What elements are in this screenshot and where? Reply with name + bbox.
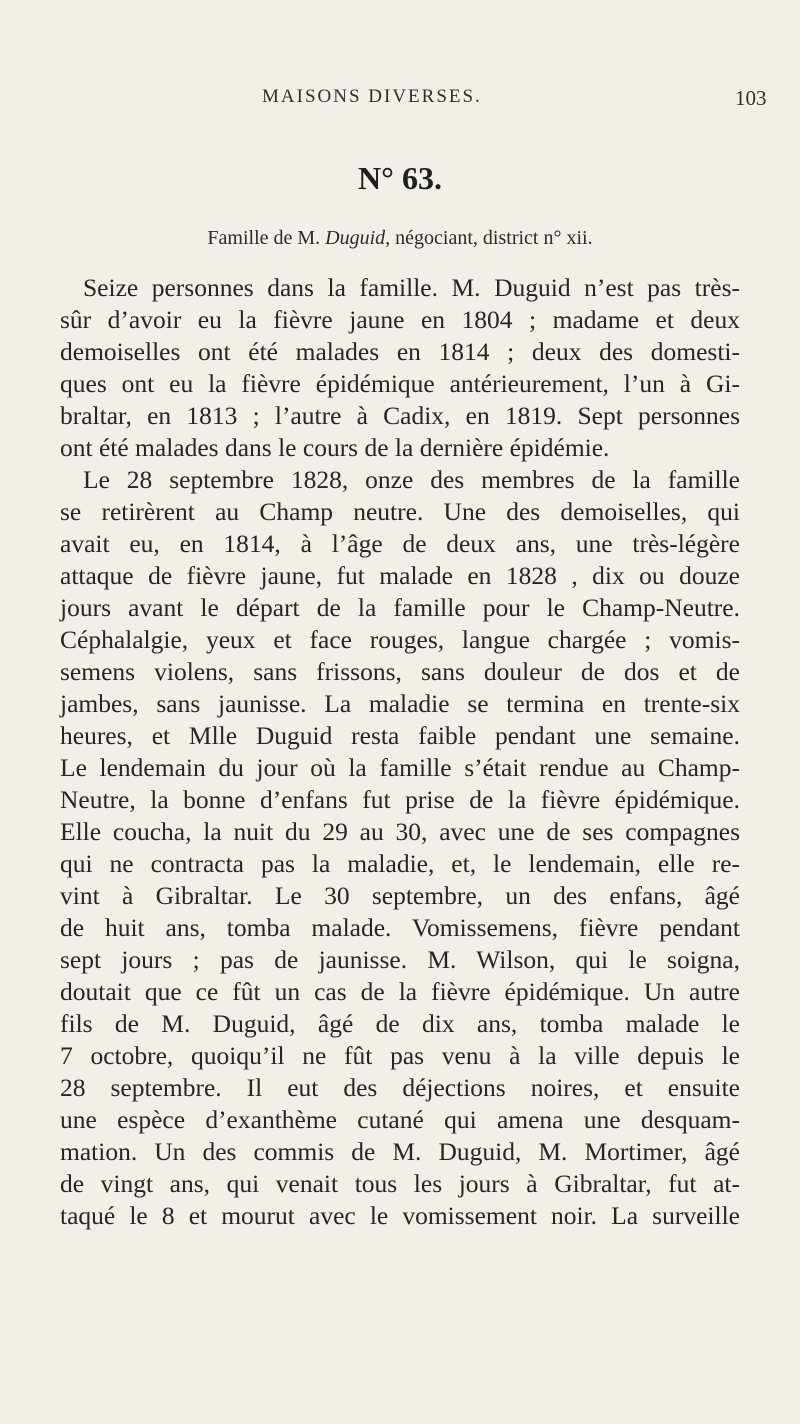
text-line: de huit ans, tomba malade. Vomissemens, fièvre pendant [60, 913, 740, 942]
text-line: ont été malades dans le cours de la dernière épidémie. [60, 433, 610, 462]
text-line: vint à Gibraltar. Le 30 septembre, un des enfans, âgé [60, 881, 740, 910]
text-line: sûr d’avoir eu la fièvre jaune en 1804 ; madame et deux [60, 305, 740, 334]
text-line: attaque de fièvre jaune, fut malade en 1828 , dix ou douze [60, 561, 740, 590]
text-line: ques ont eu la fièvre épidémique antérieurement, l’un à Gi- [60, 369, 740, 398]
text-line: semens violens, sans frissons, sans douleur de dos et de [60, 657, 740, 686]
text-line: mation. Un des commis de M. Duguid, M. Mortimer, âgé [60, 1137, 740, 1166]
text-line: jambes, sans jaunisse. La maladie se termina en trente-six [60, 689, 740, 718]
text-line: taqué le 8 et mourut avec le vomissement noir. La surveille [60, 1201, 740, 1230]
page-number: 103 [735, 86, 767, 110]
text-line: Le lendemain du jour où la famille s’était rendue au Champ- [60, 753, 740, 782]
section-subtitle [0, 227, 800, 250]
text-line: Céphalalgie, yeux et face rouges, langue chargée ; vomis- [60, 625, 740, 654]
text-line: avait eu, en 1814, à l’âge de deux ans, une très-légère [60, 529, 740, 558]
text-line: Seize personnes dans la famille. M. Duguid n’est pas très- [83, 273, 740, 302]
text-line: braltar, en 1813 ; l’autre à Cadix, en 1819. Sept personnes [60, 401, 740, 430]
text-line: demoiselles ont été malades en 1814 ; deux des domesti- [60, 337, 740, 366]
text-line: qui ne contracta pas la maladie, et, le lendemain, elle re- [60, 849, 740, 878]
text-line: une espèce d’exanthème cutané qui amena une desquam- [60, 1105, 740, 1134]
text-line: Neutre, la bonne d’enfans fut prise de la fièvre épidémique. [60, 785, 740, 814]
text-line: Elle coucha, la nuit du 29 au 30, avec une de ses compagnes [60, 817, 740, 846]
text-line: se retirèrent au Champ neutre. Une des demoiselles, qui [60, 497, 740, 526]
text-line: heures, et Mlle Duguid resta faible pendant une semaine. [60, 721, 740, 750]
text-line: fils de M. Duguid, âgé de dix ans, tomba malade le [60, 1009, 740, 1038]
text-line: Le 28 septembre 1828, onze des membres de la famille [83, 465, 740, 494]
text-line: sept jours ; pas de jaunisse. M. Wilson, qui le soigna, [60, 945, 740, 974]
text-line: 28 septembre. Il eut des déjections noires, et ensuite [60, 1073, 740, 1102]
section-title: N° 63. [358, 160, 442, 196]
text-line: 7 octobre, quoiqu’il ne fût pas venu à la ville depuis le [60, 1041, 740, 1070]
text-line: de vingt ans, qui venait tous les jours à Gibraltar, fut at- [60, 1169, 740, 1198]
subtitle-tail: négociant, district n° xii. [390, 227, 593, 249]
subtitle-family-name: Duguid, [325, 227, 391, 249]
text-line: doutait que ce fût un cas de la fièvre épidémique. Un autre [60, 977, 740, 1006]
subtitle-lead: Famille de M. [207, 227, 326, 249]
text-line: jours avant le départ de la famille pour le Champ-Neutre. [60, 593, 740, 622]
running-head: MAISONS DIVERSES. [262, 86, 482, 107]
